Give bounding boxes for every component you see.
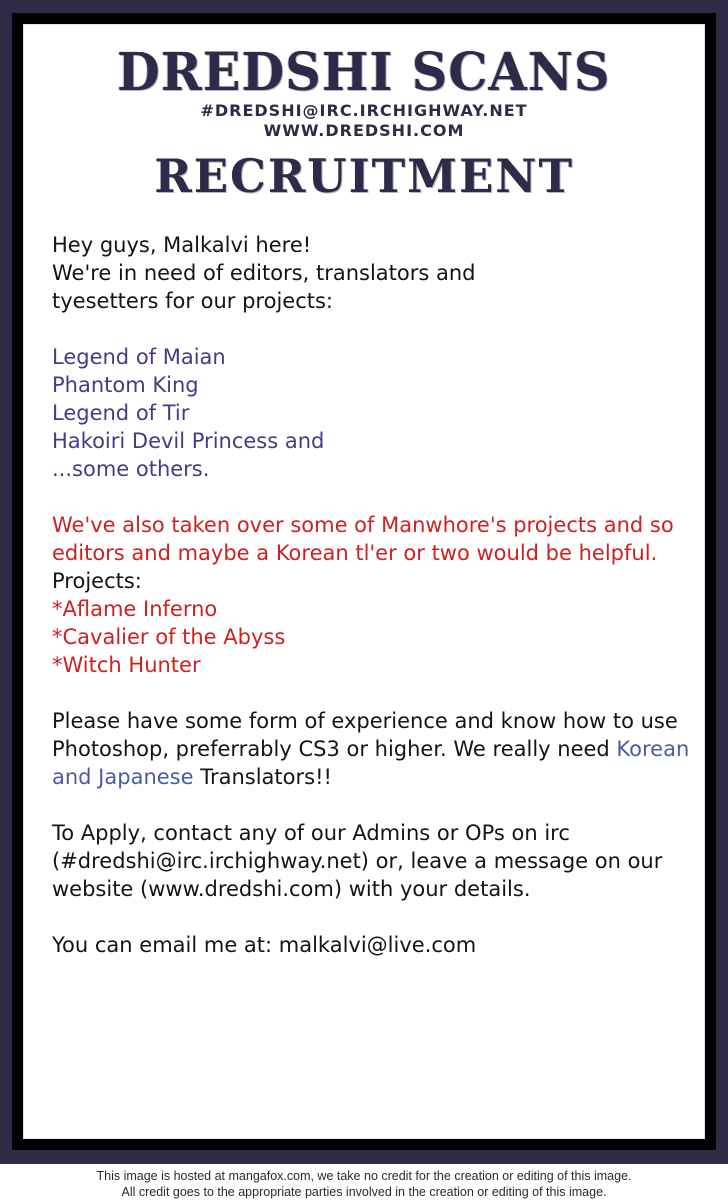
takeover-project-item: *Witch Hunter [52, 653, 201, 677]
intro-line: We're in need of editors, translators and [52, 261, 476, 285]
website-line: WWW.DREDSHI.COM [263, 121, 465, 140]
experience-line [52, 735, 690, 763]
recruitment-heading: RECRUITMENT [154, 149, 574, 203]
takeover-line: We've also taken over some of Manwhore's projects and so [52, 513, 674, 537]
experience-text: Translators!! [193, 765, 332, 789]
intro-line: tyesetters for our projects: [52, 289, 333, 313]
experience-line [52, 763, 674, 791]
experience-line: Please have some form of experience and know how to use [52, 709, 678, 733]
apply-line: (#dredshi@irc.irchighway.net) or, leave a message on our [52, 849, 663, 873]
intro-line: Hey guys, Malkalvi here! [52, 233, 312, 257]
project-list-item: Phantom King [52, 373, 199, 397]
project-list-item: Hakoiri Devil Princess and [52, 429, 325, 453]
apply-line: To Apply, contact any of our Admins or OPs on irc [52, 821, 570, 845]
projects-label: Projects: [52, 569, 142, 593]
takeover-line: editors and maybe a Korean tl'er or two would be helpful. [52, 541, 658, 565]
experience-paragraph [52, 707, 690, 791]
japanese-highlight: and Japanese [52, 765, 194, 789]
takeover-paragraph [52, 511, 674, 679]
inner-black-frame [12, 13, 716, 1150]
takeover-project-item: *Cavalier of the Abyss [52, 625, 286, 649]
experience-text: Photoshop, preferrably CS3 or higher. We really need [52, 737, 617, 761]
disclaimer-line: All credit goes to the appropriate parties involved in the creation or editing of this image. [121, 1185, 607, 1199]
korean-highlight: Korean [616, 737, 690, 761]
intro-paragraph [52, 231, 674, 315]
body-text [52, 231, 690, 959]
irc-channel-line: #DREDSHI@IRC.IRCHIGHWAY.NET [200, 101, 528, 120]
apply-line: website (www.dredshi.com) with your details. [52, 877, 531, 901]
disclaimer-line: This image is hosted at mangafox.com, we take no credit for the creation or editing of this image. [96, 1169, 632, 1183]
header [24, 25, 704, 201]
takeover-project-item: *Aflame Inferno [52, 597, 218, 621]
email-line: You can email me at: malkalvi@live.com [52, 933, 477, 957]
page-content [23, 24, 705, 1139]
group-title: DREDSHI SCANS [117, 42, 611, 103]
project-list-item: ...some others. [52, 457, 210, 481]
project-list-item: Legend of Tir [52, 401, 190, 425]
email-paragraph [52, 931, 674, 959]
project-list [52, 343, 674, 483]
project-list-item: Legend of Maian [52, 345, 226, 369]
hosting-disclaimer [0, 1164, 728, 1201]
apply-paragraph [52, 819, 674, 903]
